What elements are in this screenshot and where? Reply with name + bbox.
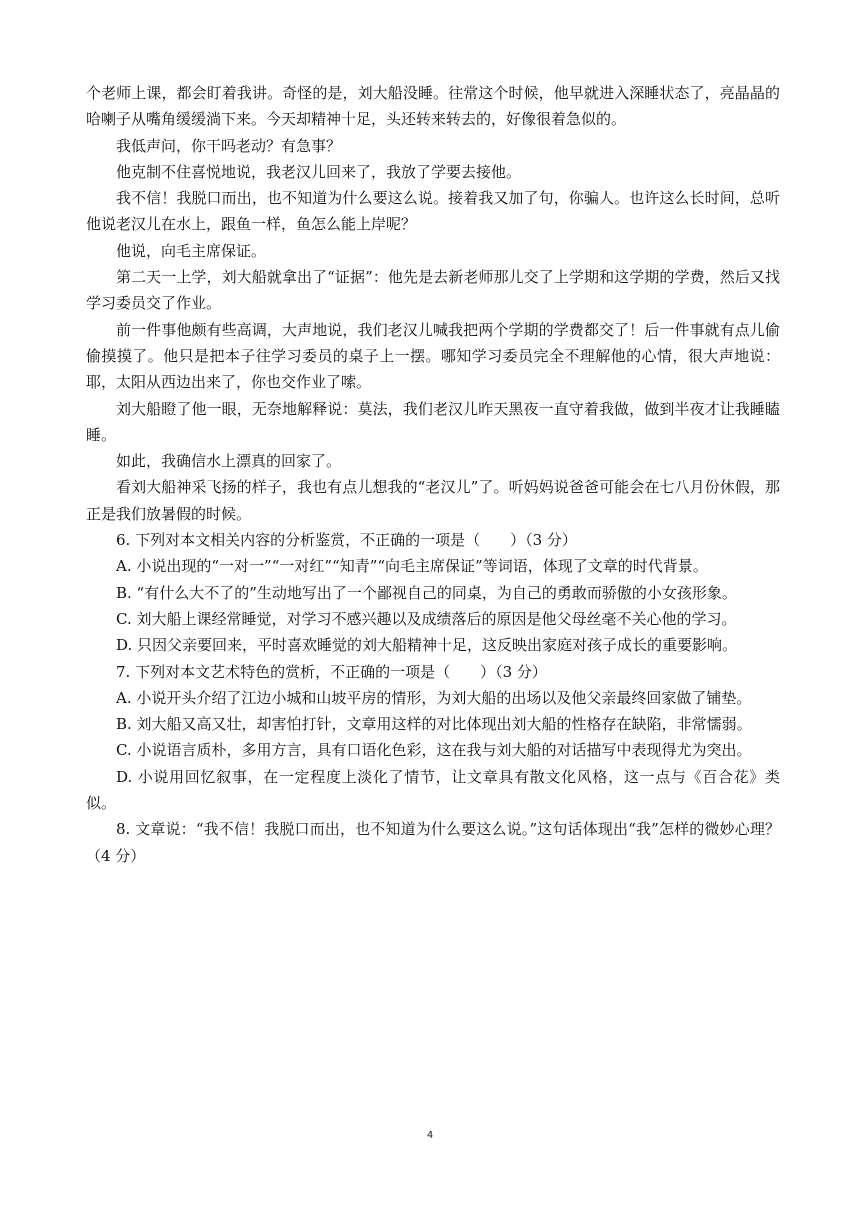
paragraph-dialogue-reply: 他克制不住喜悦地说，我老汉儿回来了，我放了学要去接他。	[116, 162, 522, 181]
page-number: 4	[426, 1130, 434, 1141]
paragraph-dialogue-question: 我低声问，你干吗老动？有急事？	[116, 136, 342, 155]
paragraph-evidence: 第二天一上学，刘大船就拿出了“证据”：他先是去新老师那儿交了上学期和这学期的学费，然后又找学习委员交了作业。	[86, 268, 780, 313]
paragraph-missing-father: 看刘大船神采飞扬的样子，我也有点儿想我的“老汉儿”了。听妈妈说爸爸可能会在七八月份休假，那正是我们放暑假的时候。	[86, 478, 780, 523]
paragraph-story-continuation: 个老师上课，都会盯着我讲。奇怪的是，刘大船没睡。往常这个时候，他早就进入深睡状态了，亮晶晶的哈喇子从嘴角缓缓淌下来。今天却精神十足，头还转来转去的，好像很着急似的。	[86, 84, 780, 129]
paragraph-explanation: 刘大船瞪了他一眼，无奈地解释说：莫法，我们老汉儿昨天黑夜一直守着我做，做到半夜才让我睡瞌睡。	[86, 399, 780, 444]
question-6-option-b: B. “有什么大不了的”生动地写出了一个鄙视自己的同桌，为自己的勇敢而骄傲的小女孩形象。	[116, 583, 737, 602]
question-8-stem: 8. 文章说：“我不信！我脱口而出，也不知道为什么要这么说。”这句话体现出“我”怎样的微妙心理？（4 分）	[86, 820, 780, 865]
question-6-stem: 6. 下列对本文相关内容的分析鉴赏，不正确的一项是（ ）（3 分）	[116, 531, 577, 550]
question-7-option-c: C. 小说语言质朴，多用方言，具有口语化色彩，这在我与刘大船的对话描写中表现得尤为突出。	[116, 741, 752, 760]
question-6-option-d: D. 只因父亲要回来，平时喜欢睡觉的刘大船精神十足，这反映出家庭对孩子成长的重要影响。	[116, 636, 738, 655]
question-7-stem: 7. 下列对本文艺术特色的赏析，不正确的一项是（ ）（3 分）	[116, 662, 547, 681]
body-text	[86, 80, 780, 869]
paragraph-disbelief: 我不信！我脱口而出，也不知道为什么要这么说。接着我又加了句，你骗人。也许这么长时间，总听他说老汉儿在水上，跟鱼一样，鱼怎么能上岸呢？	[86, 189, 780, 234]
question-7-option-b: B. 刘大船又高又壮，却害怕打针，文章用这样的对比体现出刘大船的性格存在缺陷，非常懦弱。	[116, 715, 752, 734]
paragraph-fees-and-homework: 前一件事他颇有些高调，大声地说，我们老汉儿喊我把两个学期的学费都交了！后一件事就有点儿偷偷摸摸了。他只是把本子往学习委员的桌子上一摆。哪知学习委员完全不理解他的心情，很大声地说：耶，太阳从西边出来了，你也交作业了嗦。	[86, 320, 780, 392]
paragraph-promise: 他说，向毛主席保证。	[116, 241, 267, 260]
paragraph-confirmation: 如此，我确信水上漂真的回家了。	[116, 452, 342, 471]
question-7-option-a: A. 小说开头介绍了江边小城和山坡平房的情形，为刘大船的出场以及他父亲最终回家做了铺垫。	[116, 688, 752, 707]
question-7-option-d: D. 小说用回忆叙事，在一定程度上淡化了情节，让文章具有散文化风格，这一点与《百合花》类似。	[86, 767, 780, 813]
question-6-option-a: A. 小说出现的“一对一”“一对红”“知青”“向毛主席保证”等词语，体现了文章的时代背景。	[116, 557, 708, 576]
question-6-option-c: C. 刘大船上课经常睡觉，对学习不感兴趣以及成绩落后的原因是他父母丝毫不关心他的学习。	[116, 609, 737, 628]
